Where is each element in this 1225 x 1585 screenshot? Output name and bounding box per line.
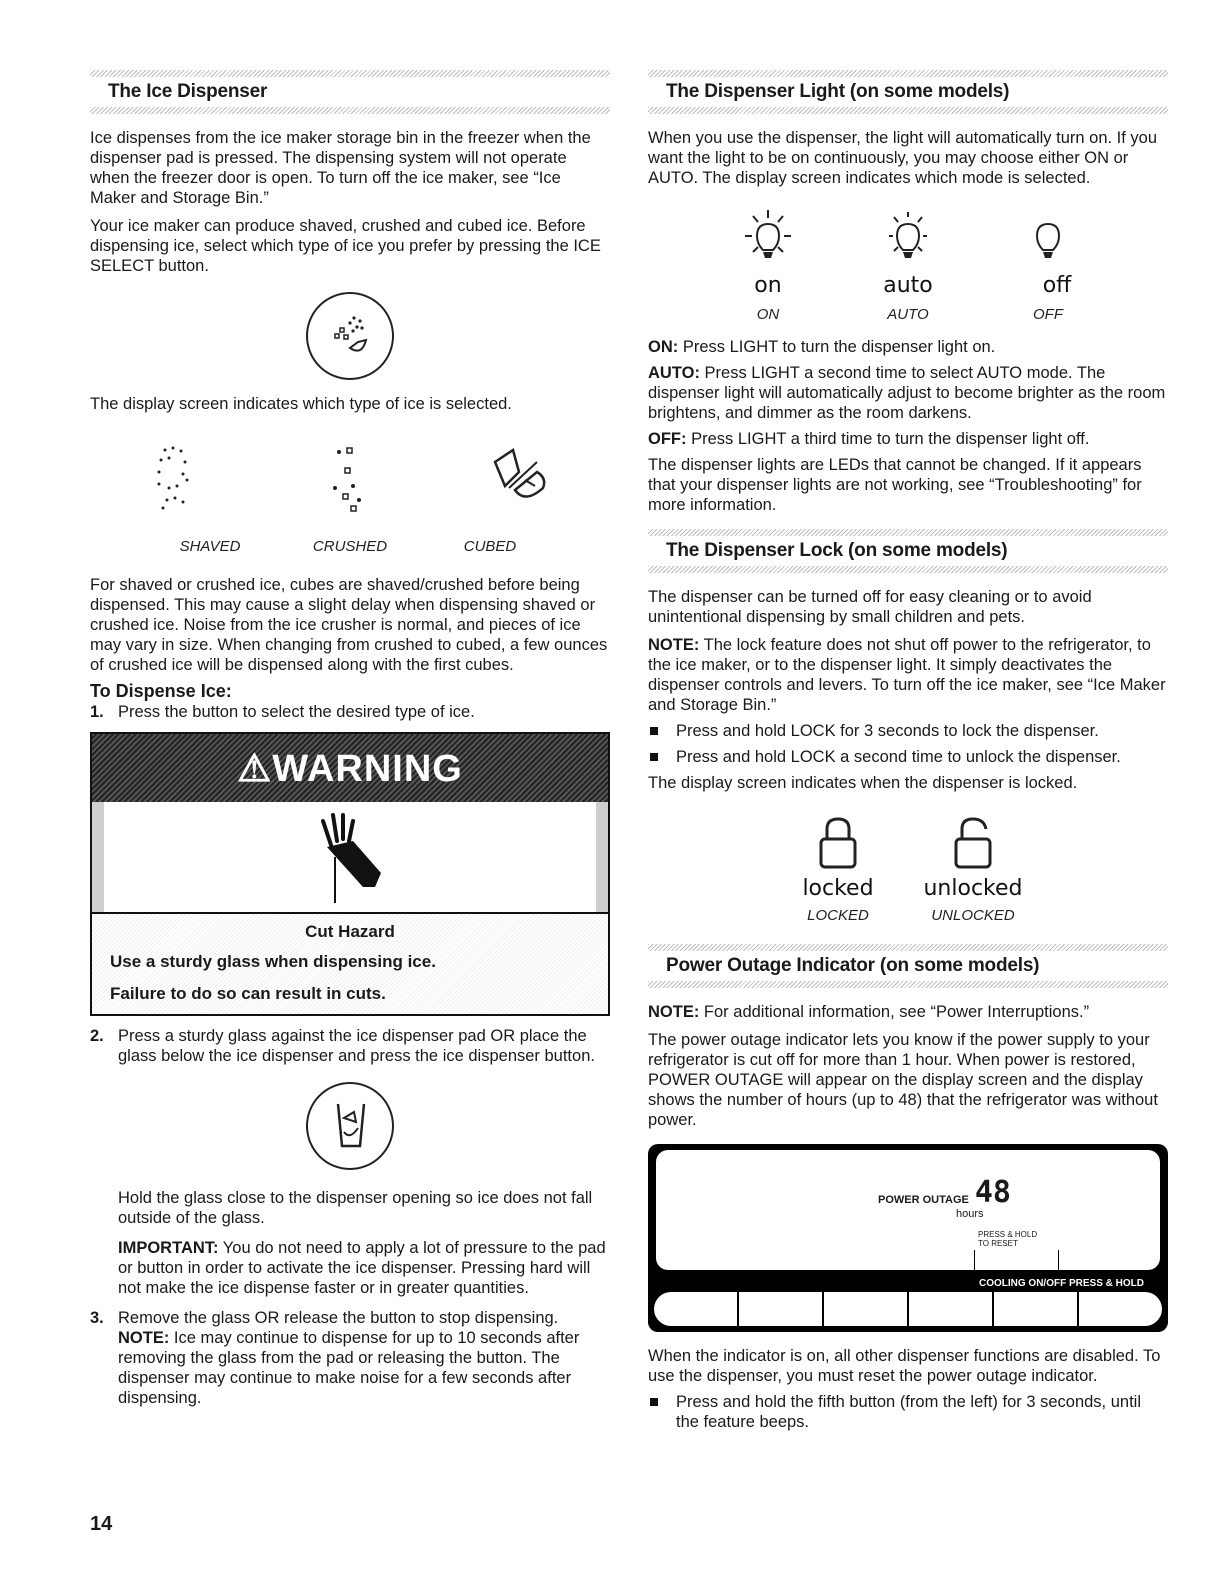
paragraph: Hold the glass close to the dispenser opening so ice does not fall outside of the glass.: [118, 1189, 593, 1227]
step-text: Press the button to select the desired type of ice.: [118, 703, 475, 721]
divider: [90, 70, 610, 77]
divider: [648, 566, 1168, 573]
step-1: [90, 702, 610, 722]
bullet-item: [648, 721, 1168, 741]
divider: [648, 944, 1168, 951]
light-on-label: on: [754, 273, 782, 298]
panel-button[interactable]: [654, 1292, 739, 1326]
step-3: [90, 1308, 610, 1328]
unlocked-item: [923, 815, 1023, 901]
section-heading-ice-dispenser: The Ice Dispenser: [108, 81, 268, 102]
divider: [648, 107, 1168, 114]
lock-icons: [648, 815, 1168, 901]
bullet-marker: [650, 727, 658, 735]
bullet-marker: [650, 1398, 658, 1406]
divider: [974, 1250, 975, 1270]
step-2: [90, 1026, 610, 1066]
paragraph: For shaved or crushed ice, cubes are shaved/crushed before being dispensed. This may cause a slight delay when dispensing shaved or crushed ice. Noise from the ice crusher is normal, and pieces of ice may vary in size. When changing from crushed to cubed, a few ounces of crushed ice will be dispensed along with the first cubes.: [90, 576, 608, 674]
off-paragraph: [648, 429, 1168, 449]
paragraph: When the indicator is on, all other dispenser functions are disabled. To use the dispenser, you must reset the power outage indicator.: [648, 1347, 1161, 1385]
note-paragraph: [118, 1328, 610, 1408]
ice-select-button-icon: [90, 290, 610, 382]
light-auto-icon: [873, 206, 943, 268]
bullet-item: [648, 747, 1168, 767]
warning-line: Use a sturdy glass when dispensing ice.: [110, 952, 436, 971]
note-paragraph: [648, 635, 1168, 715]
bullet-text: Press and hold LOCK a second time to unlock the dispenser.: [676, 748, 1121, 766]
caption-off: OFF: [1033, 306, 1063, 323]
dispenser-pad-icon: [90, 1080, 610, 1172]
caption-on: ON: [756, 306, 780, 323]
lock-captions: [648, 907, 1168, 924]
caption-cubed: CUBED: [463, 538, 517, 555]
press-hold-label: PRESS & HOLD: [978, 1230, 1038, 1239]
unlocked-label: unlocked: [923, 876, 1023, 901]
panel-button[interactable]: [739, 1292, 824, 1326]
hours-label: hours: [956, 1208, 984, 1220]
note-label: NOTE:: [648, 636, 700, 654]
step-text: Remove the glass OR release the button to stop dispensing.: [118, 1309, 559, 1327]
panel-button-bar: [654, 1292, 1162, 1326]
right-column: [648, 70, 1168, 1438]
page-number: 14: [90, 1513, 113, 1535]
crushed-ice-icon: [315, 442, 375, 522]
section-heading-dispenser-lock: The Dispenser Lock (on some models): [666, 540, 1008, 561]
panel-button[interactable]: [994, 1292, 1079, 1326]
locked-label: locked: [802, 876, 874, 901]
outage-hours-digits: 48: [974, 1175, 1011, 1210]
step-number: 1.: [90, 703, 104, 721]
reset-hint: [978, 1230, 1037, 1248]
on-text: Press LIGHT to turn the dispenser light on.: [678, 338, 996, 356]
light-auto-item: [868, 206, 948, 298]
auto-paragraph: [648, 363, 1168, 423]
divider: [648, 70, 1168, 77]
left-column: [90, 70, 610, 1408]
cubed-ice-icon: [485, 442, 555, 522]
warning-hazard: Cut Hazard: [305, 922, 395, 941]
note-text: The lock feature does not shut off power to the refrigerator, to the ice maker, or to the dispenser light. It simply deactivates the dispenser controls and levers. To turn off the ice maker, see “Ice Maker and Storage Bin.”: [648, 636, 1166, 714]
to-reset-label: TO RESET: [978, 1239, 1018, 1248]
light-auto-label: auto: [883, 273, 933, 298]
on-paragraph: [648, 337, 1168, 357]
divider: [648, 981, 1168, 988]
display-screen: [656, 1150, 1160, 1270]
warning-box: [90, 732, 610, 1016]
warning-header: [92, 734, 608, 802]
section-heading-power-outage: Power Outage Indicator (on some models): [666, 955, 1040, 976]
bullet-text: Press and hold LOCK for 3 seconds to lock the dispenser.: [676, 722, 1099, 740]
caption-unlocked: UNLOCKED: [931, 907, 1015, 924]
divider: [648, 529, 1168, 536]
warning-body: [92, 912, 608, 1014]
control-panel-illustration: [648, 1144, 1168, 1332]
paragraph: The dispenser can be turned off for easy cleaning or to avoid unintentional dispensing by small children and pets.: [648, 588, 1092, 626]
section-heading-dispenser-light: The Dispenser Light (on some models): [666, 81, 1010, 102]
power-outage-label: POWER OUTAGE: [878, 1194, 969, 1206]
warning-line: Failure to do so can result in cuts.: [110, 984, 386, 1003]
off-label: OFF:: [648, 430, 687, 448]
light-off-label: off: [1042, 273, 1072, 298]
paragraph: The display screen indicates which type of ice is selected.: [90, 395, 512, 413]
power-outage-readout: [878, 1175, 1011, 1210]
ice-type-icons: [90, 442, 610, 522]
panel-button[interactable]: [909, 1292, 994, 1326]
step-number: 3.: [90, 1309, 104, 1327]
caption-shaved: SHAVED: [179, 538, 241, 555]
important-paragraph: [118, 1238, 610, 1298]
subheading-to-dispense-ice: To Dispense Ice:: [90, 681, 232, 701]
unlocked-icon: [948, 815, 998, 871]
cut-hazard-hand-icon: [92, 802, 608, 912]
auto-text: Press LIGHT a second time to select AUTO mode. The dispenser light will automatically adjust to become brighter as the room brightens, and dimmer as the room darkens.: [648, 364, 1166, 422]
note-label: NOTE:: [118, 1329, 170, 1347]
divider: [1058, 1250, 1059, 1270]
locked-icon: [813, 815, 863, 871]
note-text: Ice may continue to dispense for up to 10 seconds after removing the glass from the pad or releasing the button. The dispenser may continue to make noise for a few seconds after dispensing.: [118, 1329, 580, 1407]
paragraph: When you use the dispenser, the light will automatically turn on. If you want the light to be on continuously, you may choose either ON or AUTO. The display screen indicates which mode is selected.: [648, 129, 1158, 187]
caption-auto: AUTO: [887, 306, 929, 323]
panel-button[interactable]: [824, 1292, 909, 1326]
panel-button[interactable]: [1079, 1292, 1162, 1326]
paragraph: Ice dispenses from the ice maker storage bin in the freezer when the dispenser pad is pressed. The dispensing system will not operate when the freezer door is open. To turn off the ice maker, see “Ice Maker and Storage Bin.”: [90, 129, 591, 207]
light-on-icon: [733, 206, 803, 268]
bullet-text: Press and hold the fifth button (from the left) for 3 seconds, until the feature beeps.: [676, 1393, 1141, 1431]
warning-title: ⚠WARNING: [237, 747, 463, 790]
important-label: IMPORTANT:: [118, 1239, 219, 1257]
step-text: Press a sturdy glass against the ice dispenser pad OR place the glass below the ice dispenser and press the ice dispenser button.: [118, 1027, 595, 1065]
light-off-icon: [1013, 206, 1083, 268]
ice-type-captions: [90, 538, 610, 555]
note-text: For additional information, see “Power Interruptions.”: [699, 1003, 1090, 1021]
bullet-marker: [650, 753, 658, 761]
note-label: NOTE:: [648, 1003, 700, 1021]
light-mode-icons: [648, 206, 1168, 298]
caption-locked: LOCKED: [807, 907, 869, 924]
light-off-item: [1008, 206, 1088, 298]
auto-label: AUTO:: [648, 364, 700, 382]
paragraph: The dispenser lights are LEDs that cannot be changed. If it appears that your dispenser lights are not working, see “Troubleshooting” for more information.: [648, 456, 1142, 514]
bullet-item: [648, 1392, 1168, 1432]
important-text: You do not need to apply a lot of pressure to the pad or button in order to activate the ice dispenser. Pressing hard will not make the ice dispense faster or in greater quantities.: [118, 1239, 606, 1297]
step-number: 2.: [90, 1027, 104, 1045]
locked-item: [793, 815, 883, 901]
paragraph: The power outage indicator lets you know if the power supply to your refrigerator is cut off for more than 1 hour. When power is restored, POWER OUTAGE will appear on the display screen and the display shows the number of hours (up to 48) that the refrigerator was without power.: [648, 1031, 1158, 1129]
off-text: Press LIGHT a third time to turn the dispenser light off.: [686, 430, 1090, 448]
paragraph: Your ice maker can produce shaved, crushed and cubed ice. Before dispensing ice, select which type of ice you prefer by pressing the ICE SELECT button.: [90, 217, 601, 275]
note-paragraph: [648, 1002, 1168, 1022]
shaved-ice-icon: [145, 442, 205, 522]
caption-crushed: CRUSHED: [312, 538, 388, 555]
divider: [90, 107, 610, 114]
light-mode-captions: [648, 306, 1168, 323]
on-label: ON:: [648, 338, 679, 356]
light-on-item: [728, 206, 808, 298]
cooling-label: COOLING ON/OFF PRESS & HOLD: [978, 1278, 1144, 1289]
paragraph: The display screen indicates when the dispenser is locked.: [648, 774, 1078, 792]
